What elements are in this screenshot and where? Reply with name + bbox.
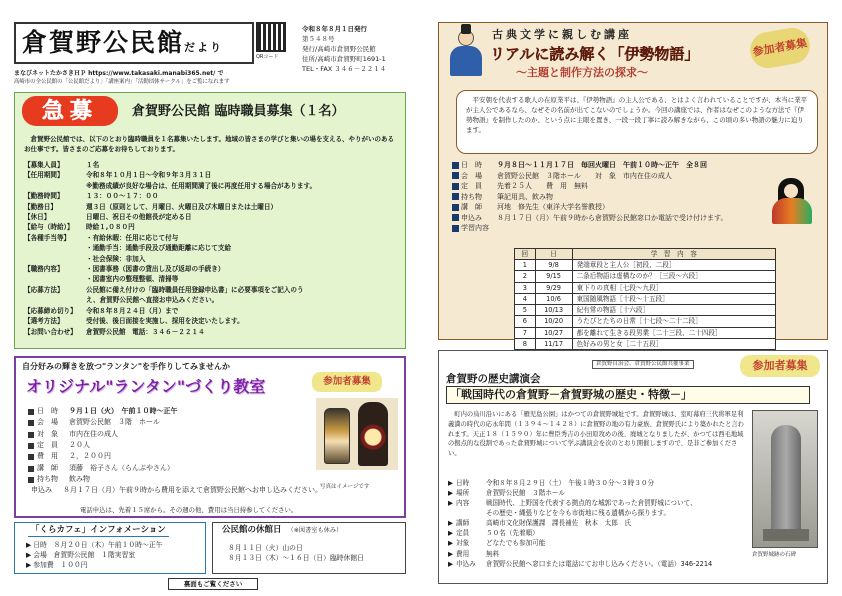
classics-description: 平安朝を代表する歌人の在原業平は、『伊勢物語』の主人公である、とはよく言われていることですが、本当に業平が主人公であるなら、なぜその名前が出てこないのでしょうか。今回の講座では、作者はなぜこのような方法で『伊勢物語』を制作したのか、という点に主眼を置き、一段一段丁寧に読み解きながら、この頃の多い物語の魅力に迫ります。 <box>466 96 808 135</box>
lantern-row-label: 講 師 <box>37 463 58 472</box>
history-row-value: 令和８年８月２９日（土） 午後１時３０分～３時３０分 <box>486 479 655 487</box>
table-cell: 7 <box>515 327 536 338</box>
back-page-note: 裏面もご覧ください <box>168 578 258 590</box>
classics-row-label: 定 員 <box>461 182 482 190</box>
classics-row <box>452 202 812 213</box>
history-description: 町内の烏川沿いにある「雁児島公園」はかつての倉賀野城址です。倉賀野城は、室町幕府三代将軍足利義満の時代の応永年間（１３９４～１４２８）に倉賀野の地の有力豪族、倉賀野氏により築かれたと言われます。天正１８（１５９０）年に豊臣秀吉の小田原攻めの後、廃城となりましたが、かつては西毛地域の拠点的な役割であった倉賀野城について学ぶ講演会を次のとおり開催しますので、是非ご参加ください。 <box>448 411 744 457</box>
table-cell: 6 <box>515 316 536 327</box>
recruit-item-value: 令和８年１０月１日～令和９年３月３１日 <box>86 171 212 180</box>
issue-number: 第５４８号 <box>302 35 335 44</box>
history-row-value: ５０名（先着順） <box>486 529 539 538</box>
lantern-badge: 参加者募集 <box>312 372 382 392</box>
classics-row <box>452 160 812 171</box>
bullet-icon <box>28 466 34 472</box>
closed-days <box>228 543 364 563</box>
table-row <box>515 260 776 271</box>
recruit-item-value: 週３日（原則として、月曜日、火曜日及び木曜日または土曜日） <box>86 202 278 211</box>
classics-details <box>452 160 812 234</box>
bullet-icon <box>28 454 34 460</box>
recruit-item-label: 【勤務時間】 <box>24 192 64 201</box>
lantern-row <box>28 440 318 451</box>
scholar-robe <box>450 46 482 76</box>
recruit-item <box>24 202 402 212</box>
lantern-row-label: 対 象 <box>37 429 58 438</box>
closed-title: 公民館の休館日 （※図書室も休み） <box>222 525 343 535</box>
lantern-row-label: 定 員 <box>37 440 58 449</box>
classics-subtitle: ～主題と制作方法の探求～ <box>516 66 648 79</box>
table-header-cell: 学 習 内 容 <box>572 249 775 260</box>
recruit-item-value: １名 <box>86 161 100 169</box>
table-cell: 1 <box>515 260 536 271</box>
table-cell: 二条后物語は虚構なのか？［三段～六段］ <box>572 271 775 282</box>
closed-day: ８月１３日（木）～１６日（日）臨時休館日 <box>228 554 364 563</box>
lantern-left <box>324 408 350 464</box>
table-cell: 4 <box>515 293 536 304</box>
history-row-label: 定員 <box>456 529 470 538</box>
recruit-item <box>24 191 402 201</box>
scholar-hat <box>461 24 471 34</box>
publisher: 発行/高崎市倉賀野公民館 <box>302 45 376 54</box>
lantern-row <box>28 406 318 417</box>
recruit-item-label: 【勤務日】 <box>24 202 57 211</box>
table-cell: 3 <box>515 282 536 293</box>
court-lady-illustration <box>772 178 814 224</box>
history-row-label: 日時 <box>456 479 470 487</box>
label-icon <box>452 225 459 232</box>
classics-row-label: 講 師 <box>461 203 482 211</box>
history-row-value: 倉賀野公民館 ３階ホール <box>486 489 565 498</box>
classics-badge: 参加者募集 <box>747 25 812 71</box>
recruit-item-label <box>24 243 86 253</box>
bullet-icon: ▶ <box>448 499 454 508</box>
recruit-item-value: ・図書室内の整理整頓、清掃等 <box>86 275 179 284</box>
recruit-item <box>24 254 402 264</box>
table-cell: 9/15 <box>535 271 572 282</box>
table-header-cell: 日 <box>535 249 572 260</box>
recruit-item-value: 倉賀野公民館 電話：３４６－２２１４ <box>86 327 205 336</box>
recruit-item <box>24 274 402 284</box>
recruit-item-value: ・社会保険：非加入 <box>86 254 146 263</box>
lantern-row-value: 倉賀野公民館 ３階 ホール <box>69 418 160 427</box>
history-row-value: 倉賀野公民館へ窓口または電話にてお申し込みください。（電話）346-2214 <box>486 559 713 568</box>
history-row-label: 場所 <box>456 489 470 498</box>
recruit-item <box>24 181 402 191</box>
recruit-item-label: 【職務内容】 <box>24 265 64 274</box>
castle-photo-caption: 倉賀野城跡の石碑 <box>752 552 797 558</box>
table-row <box>515 338 776 349</box>
lantern-row <box>28 463 318 474</box>
recruit-item <box>24 222 402 232</box>
urgent-badge: 急募 <box>22 96 118 126</box>
table-cell: 8 <box>515 338 536 349</box>
classics-row <box>452 171 812 182</box>
lantern-row <box>28 474 318 485</box>
lantern-row-label: 会 場 <box>37 418 58 427</box>
table-cell: 9/29 <box>535 282 572 293</box>
table-header-cell: 回 <box>515 249 536 260</box>
recruit-item-label: 【任用期間】 <box>24 171 64 180</box>
history-row-label: 申込み <box>456 559 476 568</box>
recruit-item-value: ・有給休暇：任用に応じて付与 <box>86 233 179 242</box>
address: 住所/高崎市倉賀野町1691-1 <box>302 55 386 64</box>
lantern-row-value: 須藤 裕子さん（らんぷやさん） <box>69 463 174 472</box>
bullet-icon: ▶ <box>448 479 454 487</box>
lantern-row-value: 市内在住の成人 <box>69 429 118 438</box>
lantern-row-label: 持ち物 <box>37 474 58 483</box>
history-sponsor: 倉賀野自治会、倉賀野公民館共催事業 <box>592 360 694 369</box>
recruit-item <box>24 285 402 295</box>
lantern-row-value: ８月１７日（月）午前９時から費用を添えて倉賀野公民館へお申し込みください。 <box>63 486 322 495</box>
bullet-icon: ▶ <box>448 519 454 528</box>
cafe-row <box>26 541 162 551</box>
lantern-photo-caption: 写真はイメージです <box>320 484 370 490</box>
lantern-row-label: 費 用 <box>37 452 58 461</box>
lantern-note: 電話申込は、先着１５席から。その週の他、費用は当日持参してください。 <box>80 506 298 514</box>
history-row <box>448 528 748 538</box>
lady-robe <box>772 198 812 224</box>
classics-row-value: 河地 修先生（東洋大学名誉教授） <box>497 203 609 211</box>
label-icon <box>452 162 459 169</box>
history-row <box>448 559 748 569</box>
label-icon <box>452 204 459 211</box>
lantern-row <box>28 485 322 496</box>
history-row <box>448 508 748 518</box>
recruit-item-value: え、倉賀野公民館へ直接お申込みください。 <box>86 296 219 305</box>
table-cell: 11/17 <box>535 338 572 349</box>
history-row-value: 高崎市文化財保護課 課長補佐 秋本 太郎 氏 <box>486 519 632 528</box>
lantern-lead: 自分好みの輝きを放つ"ランタン"を手作りしてみませんか <box>22 362 231 371</box>
table-row <box>515 316 776 327</box>
lantern-photo <box>316 398 398 470</box>
recruit-item <box>24 170 402 180</box>
history-row-value: その歴史・縄張りなどを今も市街地に残る遺構から探ります。 <box>486 509 671 518</box>
bullet-icon <box>28 477 34 483</box>
history-row <box>448 488 748 498</box>
recruit-item-label: 【選考方法】 <box>24 317 64 326</box>
stone-monument <box>771 425 801 533</box>
history-row-label: 講師 <box>456 519 470 528</box>
telephone: TEL・FAX ３４６－２２１４ <box>302 65 387 74</box>
classics-kicker: 古典文学に親しむ講座 <box>492 28 632 41</box>
lantern-row <box>28 417 318 428</box>
classics-row <box>452 192 812 203</box>
classics-row <box>452 213 812 224</box>
recruit-item <box>24 264 402 274</box>
lantern-row-value: ９月１日（火） 午前１０時～正午 <box>69 407 178 415</box>
table-cell: 都を離れて生きる段男業［二十三段、二十四段］ <box>572 327 775 338</box>
table-cell: 10/13 <box>535 305 572 316</box>
classics-row-label: 会 場 <box>461 171 482 180</box>
bullet-icon: ▶ <box>448 529 454 538</box>
label-icon <box>452 214 459 221</box>
table-cell: 5 <box>515 305 536 316</box>
classics-schedule-table <box>514 248 776 350</box>
stone-base <box>763 529 809 541</box>
table-row <box>515 282 776 293</box>
recruit-item-label <box>24 295 86 305</box>
history-badge: 参加者募集 <box>740 355 820 377</box>
lantern-row <box>28 451 318 462</box>
table-cell: 発端章段と主人公［初段、二段］ <box>572 260 775 271</box>
history-row <box>448 538 748 548</box>
table-row <box>515 271 776 282</box>
website-note: 高崎市の全公民館の「公民館だより」「講座案内」「活動団体サークル」をご覧になれます <box>14 79 230 85</box>
classics-row-label: 日 時 <box>461 161 482 169</box>
table-cell: 東国随風物語［十段～十五段］ <box>572 293 775 304</box>
table-cell: 2 <box>515 271 536 282</box>
recruit-details <box>24 160 402 337</box>
recruit-item <box>24 295 402 305</box>
classics-row-label: 学習内容 <box>461 224 489 232</box>
label-icon <box>452 172 459 179</box>
recruit-item-label <box>24 274 86 284</box>
recruit-title: 倉賀野公民館 臨時職員募集（１名） <box>132 104 345 119</box>
classics-row-label: 持ち物 <box>461 192 482 201</box>
table-row <box>515 293 776 304</box>
table-cell: 10/6 <box>535 293 572 304</box>
lantern-row-value: 飲み物 <box>69 474 90 483</box>
recruit-item-label: 【応募方法】 <box>24 285 64 294</box>
label-icon <box>452 193 459 200</box>
history-row-label: 対象 <box>456 539 470 548</box>
recruit-item-value: ・図書事務（図書の貸出し及び返却の手続き） <box>86 265 225 274</box>
qr-caption: QRコード <box>256 54 279 60</box>
newsletter-title: 倉賀野公民館だより <box>22 28 224 57</box>
table-cell: 10/27 <box>535 327 572 338</box>
history-title: 「戦国時代の倉賀野－倉賀野城の歴史・特徴－」 <box>450 388 692 401</box>
table-cell: 東下りの真相［七段～九段］ <box>572 282 775 293</box>
lantern-row-value: ２，２００円 <box>69 452 111 461</box>
bullet-icon <box>28 409 34 415</box>
history-row <box>448 498 748 508</box>
classics-row-label: 申込み <box>461 213 482 222</box>
recruit-item <box>24 160 402 170</box>
cafe-row <box>26 561 162 571</box>
history-row-value: 戦国時代、上野国を代表する拠点的な城郭であった倉賀野城について、 <box>486 499 697 508</box>
recruit-item <box>24 233 402 243</box>
recruit-item-value: ※勤務成績が良好な場合は、任用期間満了後に再度任用する場合があります。 <box>86 181 317 190</box>
bullet-icon <box>28 420 34 426</box>
arrow-icon: ▶ <box>26 541 32 549</box>
bullet-icon <box>28 443 34 449</box>
lantern-title: オリジナル"ランタン"づくり教室 <box>26 377 266 396</box>
lantern-row-label: 申込み <box>31 486 52 495</box>
recruit-item-value: 日曜日、祝日その他館長が定める日 <box>86 213 192 222</box>
classics-row-value: 倉賀野公民館 ３階ホール 対 象 市内在住の成人 <box>497 171 672 180</box>
bullet-icon <box>448 508 454 518</box>
recruit-item-value: １３：００～１７：００ <box>86 192 159 201</box>
table-cell: うたびとたちの日常［十七段～二十二段］ <box>572 316 775 327</box>
scholar-illustration <box>446 28 486 76</box>
history-row-label: 内容 <box>456 499 470 508</box>
classics-row-value: ９月８日～１１月１７日 毎回火曜日 午前１０時～正午 全８回 <box>497 161 707 169</box>
classics-title: リアルに読み解く「伊勢物語」 <box>490 45 700 63</box>
history-row <box>448 478 748 488</box>
classics-row <box>452 223 812 234</box>
recruit-item-value: 公民館に備え付けの「臨時職員任用登録申込書」に必要事項をご記入のう <box>86 285 304 294</box>
recruit-item-label: 【各種手当等】 <box>24 233 71 242</box>
classics-row-value: ８月１７日（月）午前９時から倉賀野公民館窓口か電話で受け付けます。 <box>497 213 728 222</box>
recruit-item-label <box>24 181 86 191</box>
recruit-item-value: 時給１,０８０円 <box>86 223 135 232</box>
recruit-item-label <box>24 254 86 264</box>
bullet-icon <box>28 432 34 438</box>
closed-day: ８月１１日（火）山の日 <box>228 544 303 552</box>
cafe-details <box>26 541 162 571</box>
cafe-row-text: 会場 倉賀野公民館 １階実習室 <box>33 550 136 559</box>
recruit-item-label: 【休日】 <box>24 213 51 222</box>
lantern-row-label: 日 時 <box>37 407 58 415</box>
classics-row-value: 筆記用具、飲み物 <box>497 192 553 201</box>
recruit-item-label: 【お問い合わせ】 <box>24 327 77 336</box>
cafe-title: 「くらカフェ」インフォメーション <box>28 525 169 537</box>
bullet-icon: ▶ <box>448 539 454 548</box>
table-cell: 10/20 <box>535 316 572 327</box>
recruit-item-value: 受付後、後日面接を実施し、採用を決定いたします。 <box>86 317 244 326</box>
recruit-item <box>24 243 402 253</box>
recruit-item-label: 【給与（時給）】 <box>24 223 74 232</box>
history-row-label: 費用 <box>456 549 470 558</box>
history-row-value: 無料 <box>486 549 500 558</box>
recruit-item <box>24 306 402 316</box>
cafe-row <box>26 551 162 561</box>
table-cell: 紀有常の物語［十六段］ <box>572 305 775 316</box>
lady-face <box>784 184 798 198</box>
recruit-item-label: 【募集人員】 <box>24 161 64 169</box>
arrow-icon: ▶ <box>26 560 32 569</box>
history-kicker: 倉賀野の歴史講演会 <box>446 373 541 385</box>
table-row <box>515 305 776 316</box>
history-row <box>448 549 748 559</box>
qr-code[interactable] <box>256 22 286 52</box>
website-line[interactable]: まなびネットたかさきＨＰ https://www.takasaki.manabi365.net/ で <box>14 70 224 77</box>
lantern-row-value: ２０人 <box>69 440 90 449</box>
issue-date: 令和８年８月１日発行 <box>302 25 367 33</box>
history-row <box>448 518 748 528</box>
table-cell: 9/8 <box>535 260 572 271</box>
history-details <box>448 478 748 569</box>
lantern-right <box>358 402 388 466</box>
classics-table-header <box>515 249 776 260</box>
cafe-row-text: 参加費 １００円 <box>33 560 88 569</box>
arrow-icon: ▶ <box>26 550 32 559</box>
castle-stone-photo <box>752 410 818 548</box>
table-cell: 色好みの男と女［二十五段］ <box>572 338 775 349</box>
recruit-item-value: ・通勤手当：通勤手段及び通勤距離に応じて支給 <box>86 244 232 253</box>
recruit-item <box>24 327 402 337</box>
recruit-item-label: 【応募締め切り】 <box>24 306 77 315</box>
bullet-icon: ▶ <box>448 489 454 498</box>
classics-row <box>452 181 812 192</box>
recruit-item <box>24 212 402 222</box>
bullet-icon: ▶ <box>448 559 454 568</box>
classics-row-value: 先着２５人 費 用 無料 <box>497 182 588 190</box>
issue-info <box>302 24 386 74</box>
recruit-item-value: 令和８年８月２４日（月）まで <box>86 306 179 315</box>
recruit-intro: 倉賀野公民館では、以下のとおり臨時職員を１名募集いたします。地域の皆さまの学びと集いの場を支える、やりがいのあるお仕事です。皆さまのご応募をお待ちしております。 <box>24 135 394 154</box>
label-icon <box>452 183 459 190</box>
table-row <box>515 327 776 338</box>
history-row-label <box>456 508 486 518</box>
bullet-icon: ▶ <box>448 549 454 558</box>
cafe-row-text: 日時 ８月２０日（木）午前１０時～正午 <box>33 541 163 549</box>
recruit-item <box>24 316 402 326</box>
history-row-value: どなたでも参加可能 <box>486 539 546 548</box>
lantern-details <box>28 406 322 497</box>
lantern-row <box>28 429 318 440</box>
